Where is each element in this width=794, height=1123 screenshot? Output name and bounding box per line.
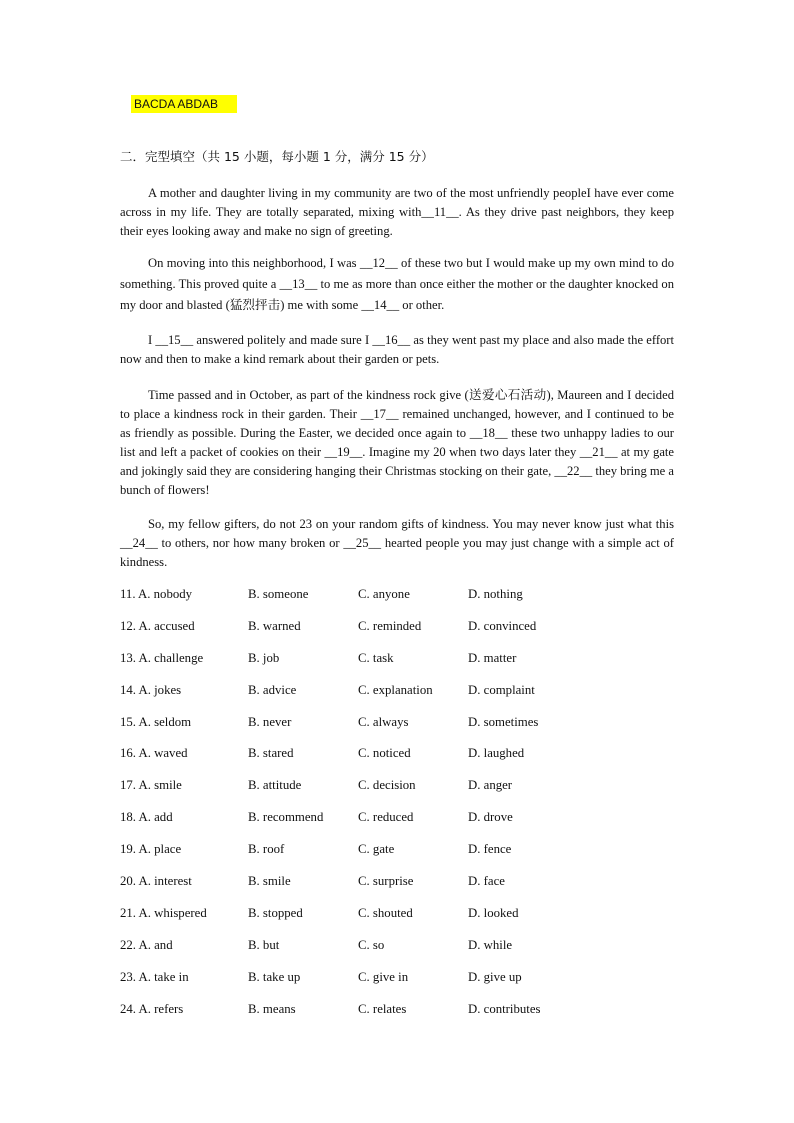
question-row-21 <box>120 901 680 933</box>
option-b: B. roof <box>248 842 285 857</box>
option-c: C. reminded <box>358 618 422 633</box>
option-d: D. laughed <box>468 746 525 761</box>
option-a: 18. A. add <box>120 810 173 825</box>
option-c: C. surprise <box>358 874 414 889</box>
question-row-22 <box>120 933 680 965</box>
option-a: 20. A. interest <box>120 874 192 889</box>
question-row-16 <box>120 741 680 773</box>
option-b: B. means <box>248 1001 296 1016</box>
option-a: 17. A. smile <box>120 778 182 793</box>
option-d: D. anger <box>468 778 513 793</box>
question-row-13 <box>120 646 680 678</box>
option-b: B. stopped <box>248 905 303 920</box>
option-a: 24. A. refers <box>120 1001 184 1016</box>
paragraph-1: A mother and daughter living in my community are two of the most unfriendly peopleI have ever come across in my life. They are totally separated, mixing with__11__. As they drive past neighbors, they keep their eyes looking away and make no sign of greeting. <box>120 186 674 238</box>
paragraph-4: Time passed and in October, as part of the kindness rock give (送爱心石活动), Maureen and I decided to place a kindness rock in their garden. Their __17__ remained unchanged, however, and I continued to be as friendly as possible. During the Easter, we decided once again to __18__ these two unhappy ladies to our list and left a packet of cookies on their __19__. Imagine my 20 when two days later they __21__ at my gate and jokingly said they are considering hanging their Christmas stocking on their gate, __22__ they bring me a bunch of flowers! <box>120 388 675 497</box>
option-d: D. give up <box>468 969 522 984</box>
question-row-18 <box>120 805 680 837</box>
option-c: C. noticed <box>358 746 411 761</box>
option-a: 23. A. take in <box>120 969 189 984</box>
option-d: D. drove <box>468 810 513 825</box>
option-c: C. shouted <box>358 905 413 920</box>
option-d: D. fence <box>468 842 512 857</box>
option-c: C. so <box>358 937 385 952</box>
question-row-19 <box>120 837 680 869</box>
question-row-12 <box>120 614 680 646</box>
option-a: 12. A. accused <box>120 618 195 633</box>
question-row-17 <box>120 773 680 805</box>
question-options <box>120 582 680 1028</box>
option-d: D. while <box>468 937 513 952</box>
question-row-20 <box>120 869 680 901</box>
question-row-14 <box>120 678 680 710</box>
option-a: 22. A. and <box>120 937 173 952</box>
option-c: C. reduced <box>358 810 414 825</box>
option-b: B. never <box>248 714 292 729</box>
option-a: 16. A. waved <box>120 746 188 761</box>
option-b: B. someone <box>248 587 309 601</box>
question-row-15 <box>120 710 680 742</box>
option-d: D. sometimes <box>468 714 539 729</box>
question-row-24 <box>120 997 680 1029</box>
option-d: D. convinced <box>468 618 537 633</box>
paragraph-2: On moving into this neighborhood, I was __12__ of these two but I would make up my own mind to do something. This proved quite a __13__ to me as more than once either the mother or the daughter knocked on my door and blasted (猛烈抨击) me with some __14__ or other. <box>120 256 674 312</box>
option-b: B. recommend <box>248 810 324 825</box>
option-c: C. task <box>358 650 394 665</box>
option-a: 19. A. place <box>120 842 182 857</box>
option-a: 15. A. seldom <box>120 714 192 729</box>
option-c: C. anyone <box>358 587 410 601</box>
option-c: C. gate <box>358 842 395 857</box>
option-a: 14. A. jokes <box>120 682 182 697</box>
option-c: C. explanation <box>358 682 433 697</box>
option-b: B. attitude <box>248 778 302 793</box>
option-d: D. nothing <box>468 587 523 601</box>
option-c: C. always <box>358 714 409 729</box>
option-b: B. stared <box>248 746 294 761</box>
option-d: D. matter <box>468 650 517 665</box>
option-b: B. warned <box>248 618 301 633</box>
option-a: 13. A. challenge <box>120 650 204 665</box>
option-b: B. advice <box>248 682 297 697</box>
option-a: 11. A. nobody <box>120 587 193 601</box>
question-row-11 <box>120 582 680 614</box>
option-b: B. take up <box>248 969 301 984</box>
option-b: B. but <box>248 937 280 952</box>
option-d: D. face <box>468 874 505 889</box>
option-d: D. complaint <box>468 682 535 697</box>
option-b: B. job <box>248 650 280 665</box>
section-title: 二．完型填空（共 15 小题，每小题 1 分，满分 15 分） <box>120 149 434 164</box>
paragraph-5: So, my fellow gifters, do not 23 on your random gifts of kindness. You may never know just what this __24__ to others, nor how many broken or __25__ hearted people you may just change with a simple act of kindness. <box>120 517 674 569</box>
option-c: C. relates <box>358 1001 407 1016</box>
option-c: C. give in <box>358 969 409 984</box>
option-b: B. smile <box>248 874 291 889</box>
option-d: D. looked <box>468 905 519 920</box>
question-row-23 <box>120 965 680 997</box>
option-c: C. decision <box>358 778 416 793</box>
paragraph-3: I __15__ answered politely and made sure I __16__ as they went past my place and also made the effort now and then to make a kind remark about their garden or pets. <box>120 333 674 366</box>
option-d: D. contributes <box>468 1001 541 1016</box>
answer-key-highlight: BACDA ABDAB <box>131 95 237 113</box>
option-a: 21. A. whispered <box>120 905 207 920</box>
